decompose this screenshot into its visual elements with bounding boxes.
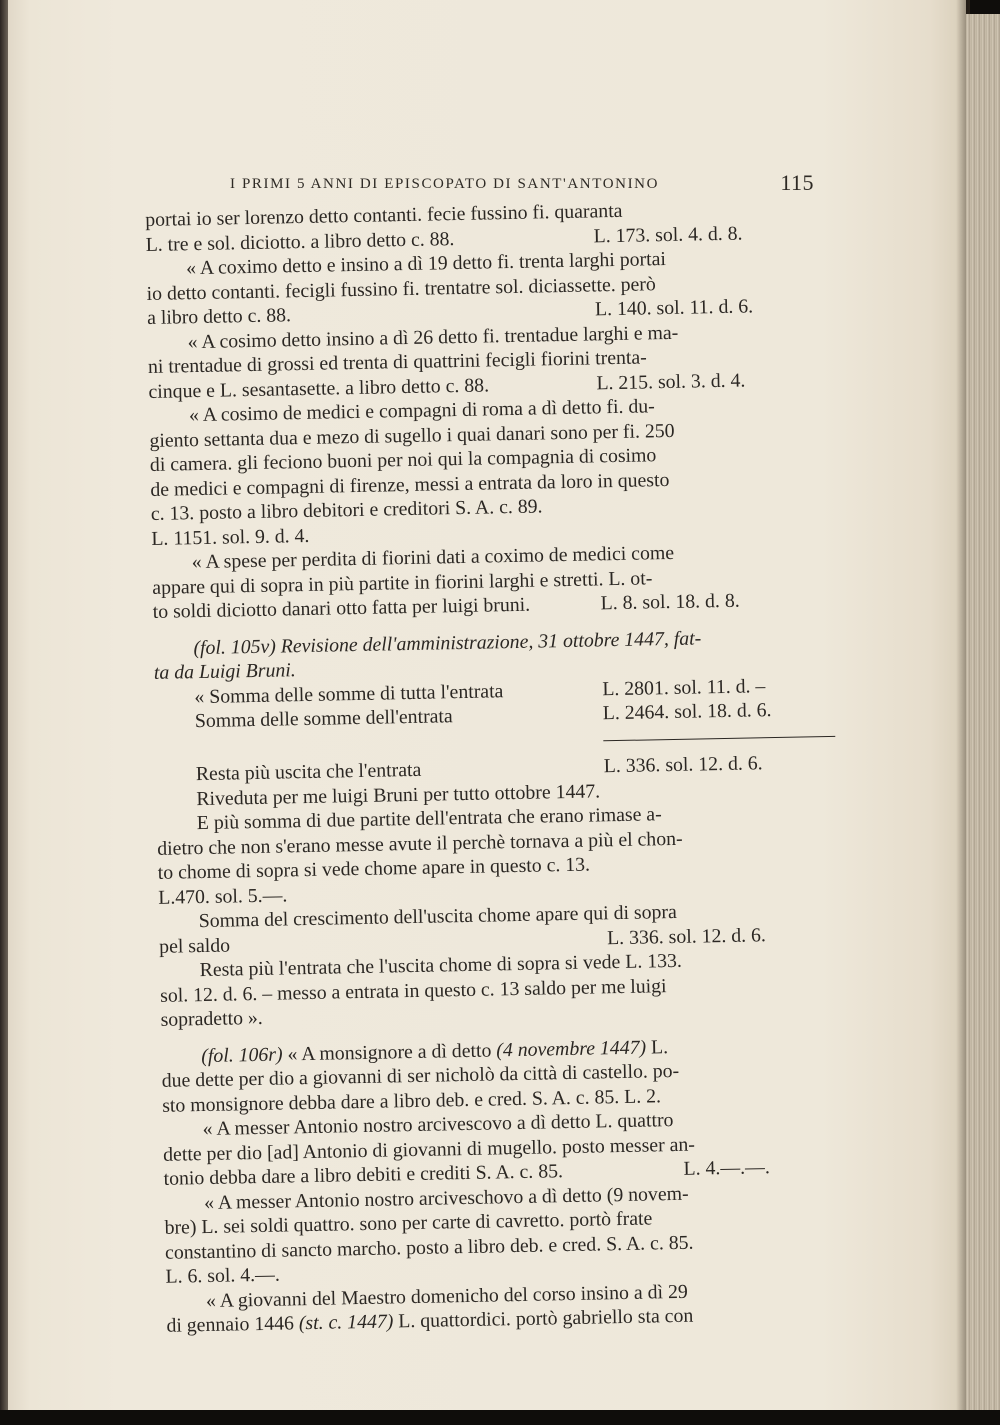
text-line: L. tre e sol. diciotto. a libro detto c. 88. — [145, 227, 455, 256]
paragraph-12 — [162, 1105, 843, 1192]
text-line: Somma del crescimento dell'uscita chome apare qui di sopra — [198, 900, 677, 933]
page-header — [230, 170, 820, 200]
text-line: de medici e compagni di firenze, messi a entrata da loro in questo — [150, 468, 670, 501]
page-stack-edges — [966, 14, 1000, 1414]
page-left-shadow — [0, 0, 8, 1425]
paragraph-3 — [147, 317, 828, 404]
running-head: I PRIMI 5 ANNI DI EPISCOPATO DI SANT'ANTONINO — [230, 176, 660, 192]
sum-amount: L. 2464. sol. 18. d. 6. — [602, 699, 772, 725]
text-line: di camera. gli feciono buoni per noi qui la compagnia di cosimo — [149, 444, 657, 476]
text-fragment: di gennaio 1446 — [166, 1312, 295, 1337]
text-line: sopradetto ». — [160, 1006, 263, 1031]
page-number: 115 — [780, 170, 814, 195]
text-line: E più somma di due partite dell'entrata che erano rimase a- — [196, 803, 662, 835]
sum-label: Resta più uscita che l'entrata — [195, 758, 422, 786]
text-line: sto monsignore debba dare a libro deb. e cred. S. A. c. 85. L. 2. — [162, 1084, 662, 1117]
amount: L. 215. sol. 3. d. 4. — [596, 369, 746, 394]
paragraph-13 — [164, 1178, 846, 1289]
text-line: to soldi diciotto danari otto fatta per luigi bruni. — [152, 593, 531, 623]
amount: L. 1151. sol. 9. d. 4. — [151, 524, 310, 550]
text-line: to chome di sopra si vede chome apare in questo c. 13. — [157, 853, 591, 884]
sum-label: « Somma delle somme di tutta l'entrata — [194, 679, 504, 708]
text-line: dietro che non s'erano messe avute il perchè tornava a più el chon- — [157, 827, 683, 860]
body-text — [145, 195, 847, 1338]
text-line: io detto contanti. fecigli fussino fi. trentatre sol. diciassette. però — [146, 272, 656, 305]
paragraph-5 — [152, 538, 833, 625]
text-fragment: L. — [650, 1035, 669, 1058]
amount: L.470. sol. 5.—. — [158, 883, 288, 909]
amount: L. 4.—.—. — [683, 1156, 771, 1180]
text-line: cinque e L. sesantasette. a libro detto c. 88. — [148, 373, 490, 403]
text-line: tonio debba dare a libro debiti e crediti S. A. c. 85. — [163, 1160, 564, 1190]
text-line: portai io ser lorenzo detto contanti. fecie fussino fi. quaranta — [145, 199, 623, 231]
date-note: (st. c. 1447) — [298, 1310, 394, 1335]
amount: L. 336. sol. 12. d. 6. — [606, 923, 767, 949]
text-line: « A cosimo detto insino a dì 26 detto fi. trentadue larghi e ma- — [187, 321, 679, 353]
text-line: c. 13. posto a libro debitori e creditori S. A. c. 89. — [150, 495, 543, 525]
text-line: bre) L. sei soldi quattro. sono per carte di cavretto. portò frate — [164, 1207, 653, 1239]
text-line: Resta più l'entrata che l'uscita chome di sopra si vede L. 133. — [199, 949, 683, 982]
text-line: a libro detto c. 88. — [146, 304, 292, 329]
text-line: appare qui di sopra in più partite in fiorini larghi e stretti. L. ot- — [152, 566, 653, 599]
amount: L. 140. sol. 11. d. 6. — [594, 295, 754, 321]
paragraph-11 — [161, 1031, 842, 1118]
text-fragment: L. quattordici. portò gabriello sta con — [398, 1304, 694, 1333]
text-line: pel saldo — [158, 934, 231, 958]
sums-table — [154, 672, 836, 787]
text-line: « A cosimo de medici e compagni di roma a dì detto fi. du- — [188, 395, 655, 427]
text-line: Riveduta per me luigi Bruni per tutto ottobre 1447. — [196, 779, 601, 810]
text-line: giento settanta dua e mezo di sugello i quai danari sono per fi. 250 — [149, 419, 675, 452]
text-fragment: « A monsignore a dì detto — [287, 1039, 492, 1065]
text-line: « A spese per perdita di fiorini dati a coximo de medici come — [191, 541, 675, 574]
paragraph-8 — [157, 799, 839, 910]
paragraph-2 — [146, 244, 827, 331]
text-line: sol. 12. d. 6. – messo a entrata in questo c. 13 saldo per me luigi — [159, 974, 667, 1007]
text-line: « A messer Antonio nostro arciveschovo a dì detto (9 novem- — [203, 1182, 689, 1214]
text-line: dette per dio [ad] Antonio di giovanni di mugello. posto messer an- — [162, 1133, 696, 1166]
text-line: ni trentadue di grossi ed trenta di quattrini fecigli fiorini trenta- — [147, 346, 647, 378]
text-line: constantino di sancto marcho. posto a libro deb. e cred. S. A. c. 85. — [164, 1231, 694, 1264]
amount: L. 8. sol. 18. d. 8. — [600, 589, 740, 615]
paragraph-4 — [149, 391, 832, 551]
sum-amount: L. 336. sol. 12. d. 6. — [603, 752, 763, 778]
scan-bottom-border — [0, 1410, 1000, 1425]
italic-heading-line: ta da Luigi Bruni. — [153, 659, 296, 684]
paragraph-10 — [159, 946, 840, 1033]
text-line: « A messer Antonio nostro arcivescovo a dì detto L. quattro — [202, 1109, 674, 1141]
amount: L. 6. sol. 4.—. — [165, 1263, 281, 1288]
text-line: due dette per dio a giovanni di ser nicholò da città di castello. po- — [161, 1059, 680, 1092]
sum-label: Somma delle somme dell'entrata — [194, 705, 453, 733]
folio-reference: (fol. 106r) — [201, 1043, 283, 1067]
text-line: « A giovanni del Maestro domenicho del corso insino a dì 29 — [205, 1280, 688, 1312]
amount: L. 173. sol. 4. d. 8. — [593, 222, 743, 247]
date-note: (4 novembre 1447) — [496, 1036, 647, 1061]
italic-heading-line: (fol. 105v) Revisione dell'amministrazione, 31 ottobre 1447, fat- — [193, 626, 702, 659]
text-line: « A coximo detto e insino a dì 19 detto fi. trenta larghi portai — [185, 248, 667, 280]
sum-amount: L. 2801. sol. 11. d. – — [602, 674, 766, 700]
